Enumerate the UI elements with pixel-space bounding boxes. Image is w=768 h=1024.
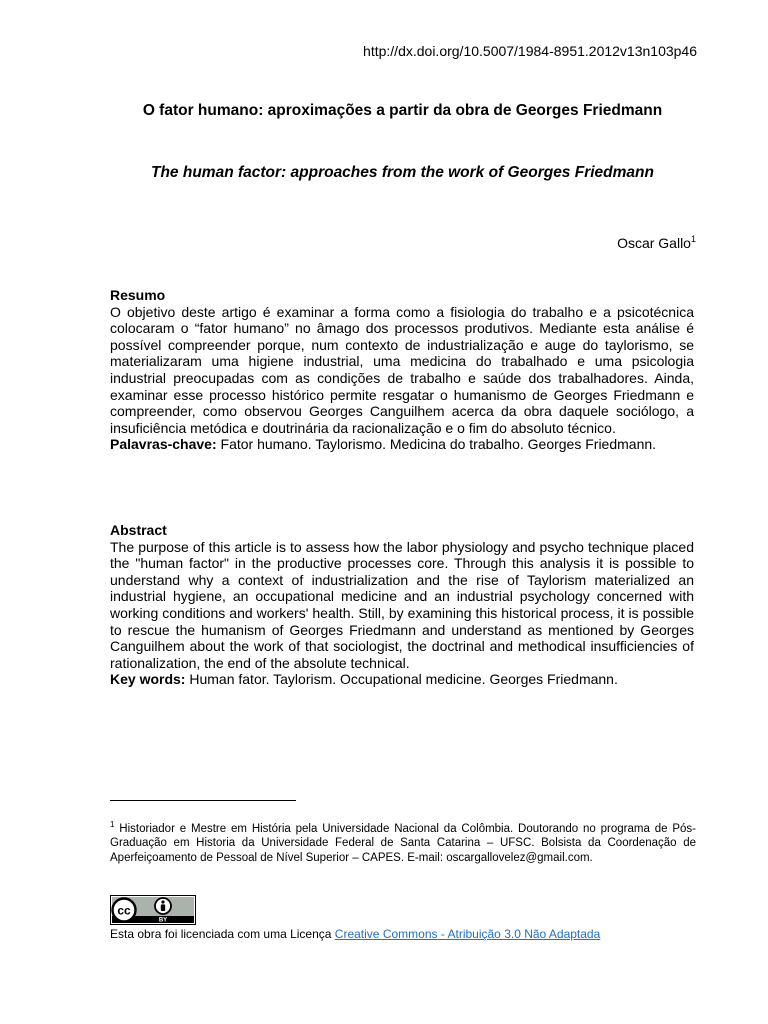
abstract-keywords-label: Key words: xyxy=(110,671,186,688)
abstract-body: The purpose of this article is to assess how the labor physiology and psycho technique placed the "human factor" in the productive processes core. Through this analysis it is possible to understand why a context of industrialization and the rise of Taylorism materialized an industrial hygiene, an occupational medicine and an industrial psychology concerned with working conditions and workers' health. Still, by examining this historical process, it is possible to rescue the humanism of Georges Friedmann and understand as mentioned by Georges Canguilhem about the work of that sociologist, the doctrinal and methodical insufficiencies of rationalization, the end of the absolute technical. xyxy=(110,538,694,671)
title-english: The human factor: approaches from the work of Georges Friedmann xyxy=(151,164,654,181)
license-line xyxy=(110,926,600,942)
footnote-text: Historiador e Mestre em História pela Universidade Nacional da Colômbia. Doutorando no programa de Pós-Graduação em Historia da Universidade Federal de Santa Catarina – UFSC. Bolsista da Coordenação de Aperfeiçoamento de Pessoal de Nível Superior – CAPES. E-mail: oscargallovelez@gmail.com. xyxy=(110,823,696,864)
attribution-icon-head xyxy=(161,900,164,903)
abstract-section xyxy=(110,522,694,688)
abstract-keywords xyxy=(110,671,694,688)
title-portuguese: O fator humano: aproximações a partir da obra de Georges Friedmann xyxy=(142,102,663,119)
license-prefix: Esta obra foi licenciada com uma Licença xyxy=(110,927,335,941)
author-footnote-marker[interactable]: 1 xyxy=(690,234,696,244)
abstract-keywords-text: Human fator. Taylorism. Occupational medicine. Georges Friedmann. xyxy=(185,671,618,688)
by-label: BY xyxy=(158,917,168,924)
doi-link[interactable]: http://dx.doi.org/10.5007/1984-8951.2012v13n103p46 xyxy=(363,43,697,59)
license-link[interactable]: Creative Commons - Atribuição 3.0 Não Adaptada xyxy=(334,927,601,941)
resumo-keywords xyxy=(110,436,694,453)
attribution-icon-body xyxy=(161,904,165,911)
footnote xyxy=(110,822,696,865)
resumo-section xyxy=(110,287,694,453)
resumo-heading: Resumo xyxy=(110,287,166,303)
resumo-keywords-label: Palavras-chave: xyxy=(110,436,217,453)
abstract-heading: Abstract xyxy=(110,522,167,538)
author-line xyxy=(617,234,696,252)
footnote-marker: 1 xyxy=(110,820,115,829)
resumo-body: O objetivo deste artigo é examinar a forma como a fisiologia do trabalho e a psicotécnica colocaram o “fator humano” no âmago dos processos produtivos. Mediante esta análise é possível compreender porque, num contexto de industrialização e auge do taylorismo, se materializaram uma higiene industrial, uma medicina do trabalhado e uma psicologia industrial preocupadas com as condições de trabalho e saúde dos trabalhadores. Ainda, examinar esse processo histórico permite resgatar o humanismo de Georges Friedmann e compreender, como observou Georges Canguilhem acerca da obra daquele sociólogo, a insuficiência metódica e doutrinária da racionalização e o fim do absoluto técnico. xyxy=(110,303,694,436)
cc-icon-text: cc xyxy=(117,903,131,918)
author-name: Oscar Gallo xyxy=(617,235,691,251)
resumo-keywords-text: Fator humano. Taylorismo. Medicina do trabalho. Georges Friedmann. xyxy=(216,436,657,453)
creative-commons-badge[interactable] xyxy=(110,895,196,925)
footnote-divider xyxy=(110,800,296,801)
